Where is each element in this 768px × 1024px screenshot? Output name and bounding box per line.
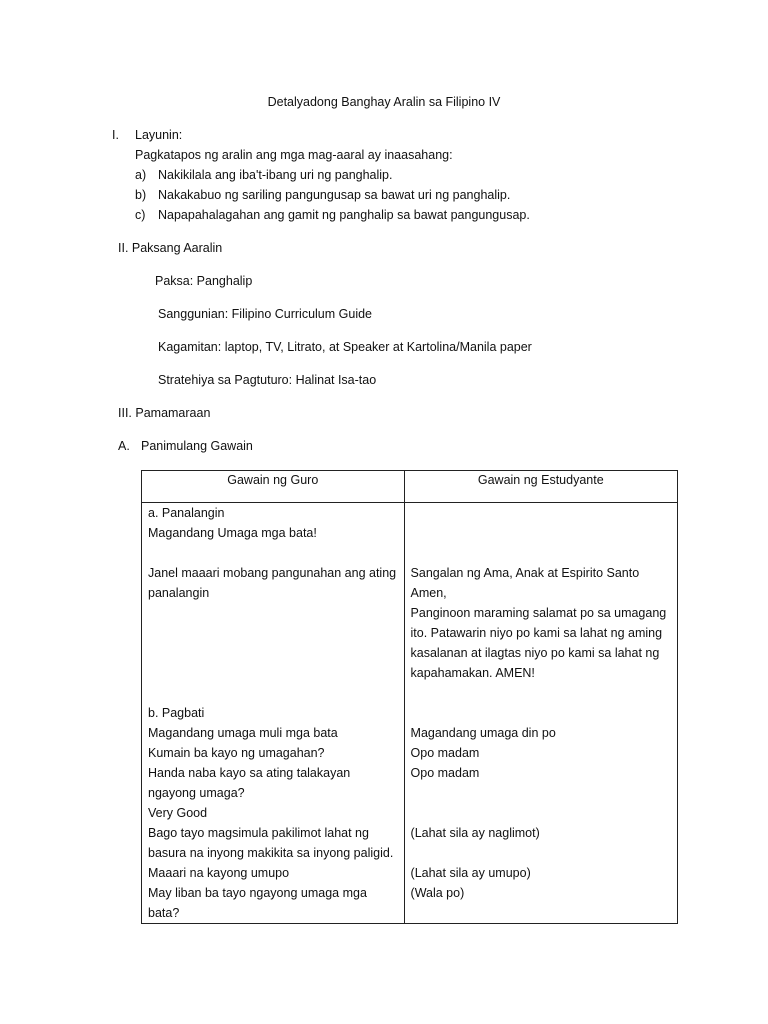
kagamitan-line: Kagamitan: laptop, TV, Litrato, at Speaker at Kartolina/Manila paper: [158, 340, 532, 354]
estudyante-line: [411, 523, 671, 543]
guro-line: Maaari na kayong umupo: [148, 866, 290, 880]
objective-c-letter: c): [135, 208, 146, 222]
objectives-intro: Pagkatapos ng aralin ang mga mag-aaral ay inaasahang:: [135, 148, 453, 162]
estudyante-cell: [404, 503, 677, 924]
guro-line: Handa naba kayo sa ating talakayan: [148, 766, 351, 780]
estudyante-line: [411, 903, 671, 923]
guro-line: Magandang Umaga mga bata!: [148, 526, 317, 540]
objective-a-text: Nakikilala ang iba't-ibang uri ng panghalip.: [158, 168, 393, 182]
estudyante-line: [411, 703, 671, 723]
estudyante-line: ito. Patawarin niyo po kami sa lahat ng aming: [410, 626, 663, 640]
section-1-numeral: I.: [112, 128, 119, 142]
header-gawain-guro: Gawain ng Guro: [142, 471, 405, 503]
sanggunian-line: Sanggunian: Filipino Curriculum Guide: [158, 307, 373, 321]
guro-line: Very Good: [148, 806, 208, 820]
header-gawain-estudyante: Gawain ng Estudyante: [404, 471, 677, 503]
table-header-row: [142, 471, 678, 503]
guro-line: b. Pagbati: [148, 706, 205, 720]
guro-line: panalangin: [148, 586, 210, 600]
estudyante-line: [411, 503, 671, 523]
table-row: [142, 503, 678, 924]
guro-line: [148, 543, 398, 563]
gawain-table: [141, 470, 678, 924]
guro-line: May liban ba tayo ngayong umaga mga: [148, 886, 367, 900]
estudyante-line: (Lahat sila ay naglimot): [410, 826, 540, 840]
estudyante-line: [411, 683, 671, 703]
guro-line: Magandang umaga muli mga bata: [148, 726, 338, 740]
stratehiya-line: Stratehiya sa Pagtuturo: Halinat Isa-tao: [158, 373, 377, 387]
guro-line: [148, 683, 398, 703]
objective-b-letter: b): [135, 188, 147, 202]
guro-line: [148, 603, 398, 623]
estudyante-line: Amen,: [410, 586, 447, 600]
guro-line: Janel maaari mobang pangunahan ang ating: [148, 566, 397, 580]
guro-line: [148, 623, 398, 643]
estudyante-line: Panginoon maraming salamat po sa umagang: [410, 606, 667, 620]
subsection-a-letter: A.: [118, 439, 130, 453]
estudyante-line: kasalanan at ilagtas niyo po kami sa lahat ng: [410, 646, 660, 660]
section-1-heading: Layunin:: [135, 128, 183, 142]
estudyante-line: Opo madam: [410, 746, 480, 760]
objective-c-text: Napapahalagahan ang gamit ng panghalip sa bawat pangungusap.: [158, 208, 530, 222]
subsection-a-heading: Panimulang Gawain: [141, 439, 253, 453]
guro-line: a. Panalangin: [148, 506, 225, 520]
estudyante-line: Opo madam: [410, 766, 480, 780]
guro-line: ngayong umaga?: [148, 786, 245, 800]
guro-line: [148, 643, 398, 663]
guro-line: bata?: [148, 906, 180, 920]
estudyante-line: [411, 843, 671, 863]
document-title: Detalyadong Banghay Aralin sa Filipino IV: [267, 95, 501, 109]
guro-line: Bago tayo magsimula pakilimot lahat ng: [148, 826, 369, 840]
estudyante-line: [411, 803, 671, 823]
section-3-heading: III. Pamamaraan: [118, 406, 211, 420]
section-2-heading: II. Paksang Aaralin: [118, 241, 223, 255]
paksa-line: Paksa: Panghalip: [155, 274, 253, 288]
objective-a-letter: a): [135, 168, 147, 182]
guro-line: [148, 663, 398, 683]
estudyante-line: [411, 543, 671, 563]
estudyante-line: (Lahat sila ay umupo): [410, 866, 531, 880]
guro-line: basura na inyong makikita sa inyong paligid.: [148, 846, 394, 860]
guro-cell: [142, 503, 405, 924]
objective-b-text: Nakakabuo ng sariling pangungusap sa bawat uri ng panghalip.: [158, 188, 511, 202]
estudyante-line: Sangalan ng Ama, Anak at Espirito Santo: [410, 566, 640, 580]
estudyante-line: [411, 783, 671, 803]
estudyante-line: Magandang umaga din po: [410, 726, 556, 740]
guro-line: Kumain ba kayo ng umagahan?: [148, 746, 325, 760]
estudyante-line: kapahamakan. AMEN!: [410, 666, 535, 680]
estudyante-line: (Wala po): [410, 886, 465, 900]
